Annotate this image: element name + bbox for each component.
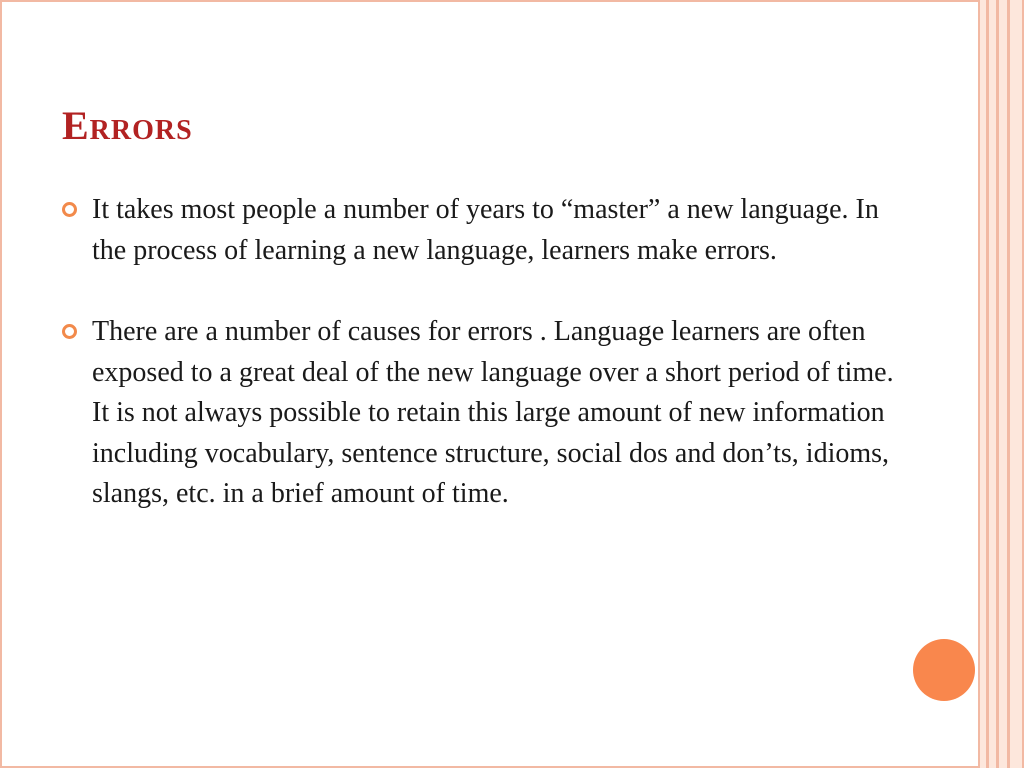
orange-circle-icon	[913, 639, 975, 701]
bullet-list	[62, 190, 902, 556]
hollow-circle-bullet-icon	[62, 324, 77, 339]
bullet-text: It takes most people a number of years to “master” a new language. In the process of learning a new language, learners make errors.	[92, 194, 879, 266]
frame-left-border	[0, 0, 2, 768]
right-stripe	[989, 0, 996, 768]
right-stripe	[999, 0, 1007, 768]
bullet-item	[62, 312, 902, 515]
frame-top-border	[0, 0, 1024, 2]
slide-title: Errors	[62, 103, 193, 148]
bullet-text: There are a number of causes for errors . Language learners are often exposed to a great deal of the new language over a short period of time. It is not always possible to retain this large amount of new information including vocabulary, sentence structure, social dos and don’ts, idioms, slangs, etc. in a brief amount of time.	[92, 316, 894, 509]
right-stripe	[1010, 0, 1022, 768]
bullet-item	[62, 190, 902, 271]
hollow-circle-bullet-icon	[62, 202, 77, 217]
